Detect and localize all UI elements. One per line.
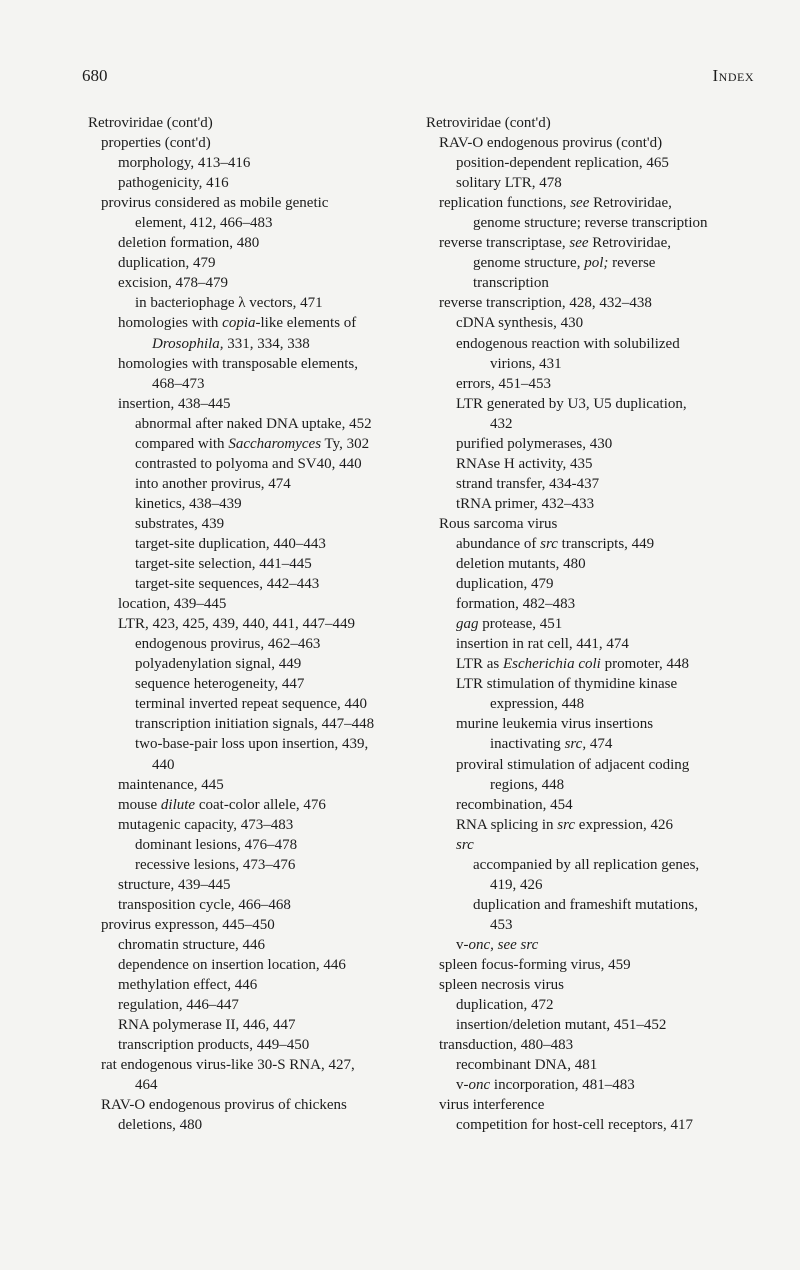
index-entry	[426, 975, 766, 995]
index-entry-text: genome structure; reverse transcription	[473, 215, 708, 232]
index-entry-text: transcription	[473, 275, 549, 292]
index-entry-text: 474	[586, 736, 613, 753]
index-entry	[426, 133, 766, 153]
index-entry	[426, 694, 766, 714]
index-entry	[88, 654, 428, 674]
index-entry-text: expression, 426	[575, 816, 673, 833]
index-entry-italic: Saccharomyces	[228, 435, 322, 452]
index-entry	[426, 374, 766, 394]
index-entry	[426, 514, 766, 534]
index-entry	[426, 113, 766, 133]
index-entry	[88, 434, 428, 454]
index-entry-text: 468–473	[152, 375, 205, 392]
index-entry	[88, 775, 428, 795]
index-entry-text: transduction, 480–483	[439, 1037, 574, 1054]
index-entry-text: incorporation, 481–483	[490, 1077, 635, 1094]
index-entry	[426, 1075, 766, 1095]
index-entry	[426, 1035, 766, 1055]
index-entry-italic: Drosophila,	[152, 335, 224, 352]
index-entry	[88, 955, 428, 975]
index-entry-italic: gag	[456, 616, 479, 633]
index-entry-text: expression, 448	[490, 696, 585, 713]
index-entry	[88, 1075, 428, 1095]
index-entry-text: duplication, 479	[118, 255, 216, 272]
index-entry	[426, 895, 766, 915]
index-entry	[88, 454, 428, 474]
index-entry-text: 419, 426	[490, 876, 543, 893]
index-entry-italic: src,	[564, 736, 587, 753]
index-entry-text: coat-color allele, 476	[195, 796, 326, 813]
index-entry-text: recessive lesions, 473–476	[135, 856, 296, 873]
index-entry-text: spleen focus-forming virus, 459	[439, 956, 631, 973]
index-entry	[88, 614, 428, 634]
index-column-left	[88, 113, 428, 1135]
index-entry	[88, 554, 428, 574]
index-entry	[426, 334, 766, 354]
index-entry	[426, 955, 766, 975]
index-entry-text: Retroviridae,	[588, 235, 671, 252]
index-entry-text: two-base-pair loss upon insertion, 439,	[135, 736, 369, 753]
index-entry-text: transcripts, 449	[557, 535, 655, 552]
index-entry-text: tRNA primer, 432–433	[456, 495, 595, 512]
index-entry-text: rat endogenous virus-like 30-S RNA, 427,	[101, 1057, 355, 1074]
index-entry-text: abnormal after naked DNA uptake, 452	[135, 415, 372, 432]
index-entry-text: dependence on insertion location, 446	[118, 956, 346, 973]
index-entry	[426, 634, 766, 654]
index-entry-text: transcription products, 449–450	[118, 1037, 310, 1054]
index-entry-text: excision, 478–479	[118, 275, 228, 292]
index-entry	[88, 855, 428, 875]
index-entry-text: sequence heterogeneity, 447	[135, 676, 305, 693]
index-entry-text: target-site sequences, 442–443	[135, 576, 320, 593]
index-entry-italic: onc, see src	[468, 936, 539, 953]
index-entry-italic: src	[557, 816, 576, 833]
index-entry-text: errors, 451–453	[456, 375, 551, 392]
index-entry	[88, 273, 428, 293]
index-entry-text: reverse	[608, 255, 656, 272]
index-entry-text: mouse	[118, 796, 161, 813]
index-entry	[426, 1015, 766, 1035]
index-entry-text: virions, 431	[490, 355, 562, 372]
index-entry	[88, 815, 428, 835]
index-entry	[88, 1015, 428, 1035]
index-entry	[88, 474, 428, 494]
index-entry-text: RAV-O endogenous provirus (cont'd)	[439, 135, 663, 152]
index-entry-italic: see	[569, 235, 589, 252]
index-entry	[88, 113, 428, 133]
index-entry	[88, 394, 428, 414]
index-entry-italic: src	[540, 535, 558, 552]
index-entry-text: v-	[456, 936, 469, 953]
index-entry	[426, 995, 766, 1015]
page-header	[0, 66, 800, 90]
index-entry	[88, 253, 428, 273]
index-entry	[426, 674, 766, 694]
index-entry	[426, 253, 766, 273]
index-entry-text: reverse transcription, 428, 432–438	[439, 295, 652, 312]
index-entry-italic: dilute	[160, 796, 196, 813]
index-entry-text: position-dependent replication, 465	[456, 155, 669, 172]
index-entry	[426, 474, 766, 494]
index-entry-text: cDNA synthesis, 430	[456, 315, 584, 332]
index-entry-italic: copia	[222, 315, 256, 332]
index-entry-text: genome structure,	[473, 255, 585, 272]
index-entry	[426, 454, 766, 474]
index-entry	[426, 734, 766, 754]
index-entry	[88, 915, 428, 935]
index-entry-text: 331, 334, 338	[223, 335, 310, 352]
index-entry	[426, 1095, 766, 1115]
index-entry	[88, 634, 428, 654]
index-entry-text: contrasted to polyoma and SV40, 440	[135, 455, 362, 472]
index-entry-text: 432	[490, 415, 513, 432]
index-entry	[88, 514, 428, 534]
index-entry	[88, 694, 428, 714]
index-entry-text: transposition cycle, 466–468	[118, 896, 291, 913]
index-entry	[88, 153, 428, 173]
index-entry-text: purified polymerases, 430	[456, 435, 613, 452]
index-entry-text: properties (cont'd)	[101, 135, 211, 152]
index-entry-text: pathogenicity, 416	[118, 175, 229, 192]
index-entry	[426, 273, 766, 293]
index-entry	[88, 313, 428, 333]
index-entry-text: maintenance, 445	[118, 776, 224, 793]
index-entry-text: RNA splicing in	[456, 816, 558, 833]
index-entry-text: structure, 439–445	[118, 876, 231, 893]
index-entry	[88, 1055, 428, 1075]
index-entry-text: into another provirus, 474	[135, 475, 291, 492]
index-entry-text: Ty, 302	[321, 435, 370, 452]
index-entry-text: LTR as	[456, 656, 503, 673]
index-entry-text: RNAse H activity, 435	[456, 455, 593, 472]
index-entry-text: inactivating	[490, 736, 565, 753]
index-entry	[88, 975, 428, 995]
index-entry-text: dominant lesions, 476–478	[135, 836, 298, 853]
index-entry-text: spleen necrosis virus	[439, 977, 564, 994]
index-entry-italic: onc	[468, 1077, 491, 1094]
index-entry-text: 464	[135, 1077, 158, 1094]
index-entry	[426, 554, 766, 574]
index-entry	[88, 334, 428, 354]
index-entry	[88, 875, 428, 895]
index-entry	[426, 915, 766, 935]
index-entry-text: RAV-O endogenous provirus of chickens	[101, 1097, 347, 1114]
index-entry-text: murine leukemia virus insertions	[456, 716, 654, 733]
index-entry	[88, 714, 428, 734]
index-entry	[426, 1055, 766, 1075]
index-entry	[426, 875, 766, 895]
index-entry-text: recombinant DNA, 481	[456, 1057, 598, 1074]
index-entry	[426, 173, 766, 193]
index-entry	[88, 1035, 428, 1055]
index-entry	[88, 1095, 428, 1115]
index-entry	[88, 233, 428, 253]
index-entry	[88, 674, 428, 694]
index-entry	[426, 313, 766, 333]
index-entry-text: -like elements of	[255, 315, 357, 332]
index-entry	[426, 935, 766, 955]
index-entry	[426, 815, 766, 835]
index-entry-text: duplication, 472	[456, 997, 554, 1014]
index-entry	[426, 835, 766, 855]
index-entry-text: abundance of	[456, 535, 541, 552]
index-entry	[426, 414, 766, 434]
index-entry-text: endogenous reaction with solubilized	[456, 335, 680, 352]
index-entry-text: LTR, 423, 425, 439, 440, 441, 447–449	[118, 616, 355, 633]
index-entry-text: strand transfer, 434-437	[456, 475, 600, 492]
index-entry-text: element, 412, 466–483	[135, 215, 273, 232]
index-entry	[426, 354, 766, 374]
index-entry	[88, 935, 428, 955]
index-column-right	[426, 113, 766, 1135]
index-entry-text: protease, 451	[478, 616, 563, 633]
index-entry	[426, 755, 766, 775]
index-entry	[88, 213, 428, 233]
index-entry-text: location, 439–445	[118, 596, 227, 613]
index-entry	[88, 293, 428, 313]
index-entry-text: target-site selection, 441–445	[135, 556, 312, 573]
index-entry-text: homologies with	[118, 315, 223, 332]
index-entry	[88, 494, 428, 514]
index-entry-text: formation, 482–483	[456, 596, 576, 613]
index-entry	[426, 193, 766, 213]
index-entry	[88, 734, 428, 754]
index-entry-text: compared with	[135, 435, 229, 452]
index-entry	[88, 795, 428, 815]
index-entry	[88, 534, 428, 554]
index-entry	[88, 995, 428, 1015]
index-entry-text: insertion/deletion mutant, 451–452	[456, 1017, 667, 1034]
index-entry-italic: src	[456, 836, 474, 853]
index-entry	[426, 494, 766, 514]
index-entry-text: proviral stimulation of adjacent coding	[456, 756, 690, 773]
index-entry-italic: pol;	[584, 255, 609, 272]
index-entry-text: deletion formation, 480	[118, 235, 260, 252]
index-entry-text: terminal inverted repeat sequence, 440	[135, 696, 367, 713]
index-entry	[426, 293, 766, 313]
index-entry	[426, 855, 766, 875]
index-entry	[88, 374, 428, 394]
index-entry-text: reverse transcriptase,	[439, 235, 570, 252]
index-entry	[88, 1115, 428, 1135]
index-entry	[88, 594, 428, 614]
index-entry-text: recombination, 454	[456, 796, 573, 813]
index-entry	[88, 133, 428, 153]
index-entry-text: Retroviridae (cont'd)	[88, 115, 213, 131]
index-entry-text: insertion in rat cell, 441, 474	[456, 636, 629, 653]
index-entry-text: v-	[456, 1077, 469, 1094]
index-entry-text: in bacteriophage λ vectors, 471	[135, 295, 323, 312]
index-entry-text: solitary LTR, 478	[456, 175, 562, 192]
index-entry-text: Retroviridae (cont'd)	[426, 115, 551, 131]
index-entry	[88, 173, 428, 193]
index-entry	[426, 394, 766, 414]
index-entry	[88, 354, 428, 374]
index-entry-italic: Escherichia coli	[502, 656, 601, 673]
index-entry-text: duplication, 479	[456, 576, 554, 593]
index-entry-text: Retroviridae,	[589, 195, 672, 212]
index-entry	[426, 233, 766, 253]
index-entry	[426, 1115, 766, 1135]
index-entry-text: RNA polymerase II, 446, 447	[118, 1017, 296, 1034]
index-entry	[426, 594, 766, 614]
index-entry	[88, 414, 428, 434]
index-entry	[426, 434, 766, 454]
page-number: 680	[82, 66, 108, 85]
index-entry-text: transcription initiation signals, 447–448	[135, 716, 375, 733]
index-entry	[88, 895, 428, 915]
index-entry-text: regions, 448	[490, 776, 565, 793]
index-entry-text: morphology, 413–416	[118, 155, 251, 172]
index-entry-text: promoter, 448	[600, 656, 689, 673]
index-entry	[88, 193, 428, 213]
index-entry-text: substrates, 439	[135, 515, 225, 532]
index-entry-text: accompanied by all replication genes,	[473, 856, 700, 873]
index-entry-text: target-site duplication, 440–443	[135, 535, 326, 552]
index-entry	[426, 213, 766, 233]
index-entry	[426, 614, 766, 634]
index-entry	[88, 574, 428, 594]
index-entry-text: 453	[490, 916, 513, 933]
index-entry-text: competition for host-cell receptors, 417	[456, 1117, 694, 1134]
index-entry-text: insertion, 438–445	[118, 395, 231, 412]
index-entry-text: duplication and frameshift mutations,	[473, 896, 698, 913]
index-entry	[426, 534, 766, 554]
index-entry-text: provirus considered as mobile genetic	[101, 195, 329, 212]
index-entry-text: homologies with transposable elements,	[118, 355, 358, 372]
index-entry-text: endogenous provirus, 462–463	[135, 636, 321, 653]
index-entry	[426, 775, 766, 795]
index-entry-text: polyadenylation signal, 449	[135, 656, 302, 673]
index-entry	[426, 654, 766, 674]
index-entry-text: mutagenic capacity, 473–483	[118, 816, 294, 833]
index-entry-text: methylation effect, 446	[118, 977, 258, 994]
index-entry-text: provirus expresson, 445–450	[101, 916, 275, 933]
index-entry	[88, 835, 428, 855]
index-entry-text: regulation, 446–447	[118, 997, 239, 1014]
index-entry-text: kinetics, 438–439	[135, 495, 242, 512]
index-entry-text: chromatin structure, 446	[118, 936, 266, 953]
index-entry-text: 440	[152, 756, 175, 773]
index-entry-text: replication functions,	[439, 195, 571, 212]
index-entry-text: virus interference	[439, 1097, 545, 1114]
index-entry-text: LTR generated by U3, U5 duplication,	[456, 395, 687, 412]
index-entry-text: deletion mutants, 480	[456, 556, 586, 573]
index-entry	[88, 755, 428, 775]
index-entry-text: LTR stimulation of thymidine kinase	[456, 676, 678, 693]
index-entry	[426, 795, 766, 815]
index-entry	[426, 153, 766, 173]
running-head: Index	[712, 66, 754, 85]
index-entry-italic: see	[570, 195, 590, 212]
index-entry-text: deletions, 480	[118, 1117, 203, 1134]
index-entry-text: Rous sarcoma virus	[439, 515, 558, 532]
index-entry	[426, 714, 766, 734]
index-entry	[426, 574, 766, 594]
